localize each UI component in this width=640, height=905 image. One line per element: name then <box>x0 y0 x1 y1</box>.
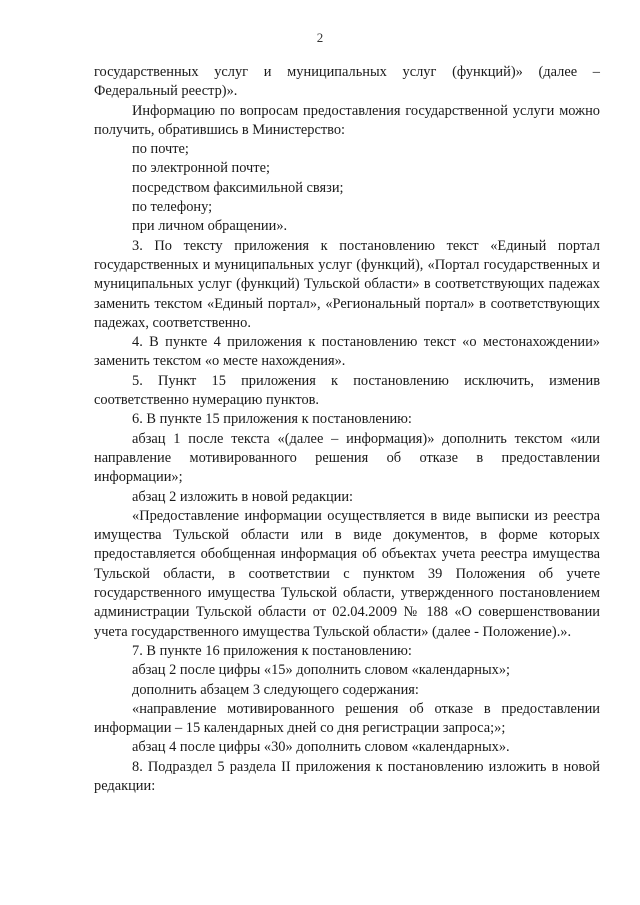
list-item: по телефону; <box>132 199 213 216</box>
paragraph: 7. В пункте 16 приложения к постановлению: <box>132 642 412 659</box>
list-item: посредством факсимильной связи; <box>132 179 344 196</box>
paragraph: 8. Подраздел 5 раздела II приложения к постановлению изложить в новой редакции: <box>94 758 600 794</box>
list-item: по почте; <box>132 141 189 158</box>
paragraph: абзац 2 после цифры «15» дополнить словом «календарных»; <box>132 662 511 679</box>
page-number: 2 <box>316 30 324 45</box>
list-item: при личном обращении». <box>132 218 288 235</box>
paragraph: дополнить абзацем 3 следующего содержания: <box>132 681 419 698</box>
paragraph: Информацию по вопросам предоставления государственной услуги можно получить, обратившись в Министерство: <box>94 102 600 138</box>
paragraph: 4. В пункте 4 приложения к постановлению текст «о местонахождении» заменить текстом «о месте нахождения». <box>94 334 600 370</box>
paragraph: 3. По тексту приложения к постановлению текст «Единый портал государственных и муниципальных услуг (функций), «Портал государственных и муниципальных услуг (функций) Тульской области» в соответствующих падежах заменить текстом «Единый портал», «Региональный портал» в соответствующих падежах, соответственно. <box>94 237 600 331</box>
paragraph: государственных услуг и муниципальных услуг (функций)» (далее – Федеральный реестр)». <box>94 64 600 100</box>
paragraph: «направление мотивированного решения об отказе в предоставлении информации – 15 календарных дней со дня регистрации запроса;»; <box>94 700 600 737</box>
paragraph: абзац 2 изложить в новой редакции: <box>132 488 354 505</box>
paragraph: абзац 1 после текста «(далее – информация)» дополнить текстом «или направление мотивированного решения об отказе в предоставлении информации»; <box>94 430 600 486</box>
document-body <box>94 63 600 796</box>
paragraph: 6. В пункте 15 приложения к постановлению: <box>132 411 412 428</box>
paragraph: абзац 4 после цифры «30» дополнить словом «календарных». <box>132 739 510 756</box>
list-item: по электронной почте; <box>132 160 270 177</box>
paragraph: «Предоставление информации осуществляется в виде выписки из реестра имущества Тульской области или в виде документов, в форме которых предоставляется обобщенная информация об объектах учета реестра имущества Тульской области, в соответствии с пунктом 39 Положения об учете государственного имущества Тульской области, утвержденного постановлением администрации Тульской области от 02.04.2009 № 188 «О совершенствовании учета государственного имущества Тульской области» (далее - Положение).». <box>94 507 600 640</box>
paragraph: 5. Пункт 15 приложения к постановлению исключить, изменив соответственно нумерацию пунктов. <box>94 372 600 409</box>
